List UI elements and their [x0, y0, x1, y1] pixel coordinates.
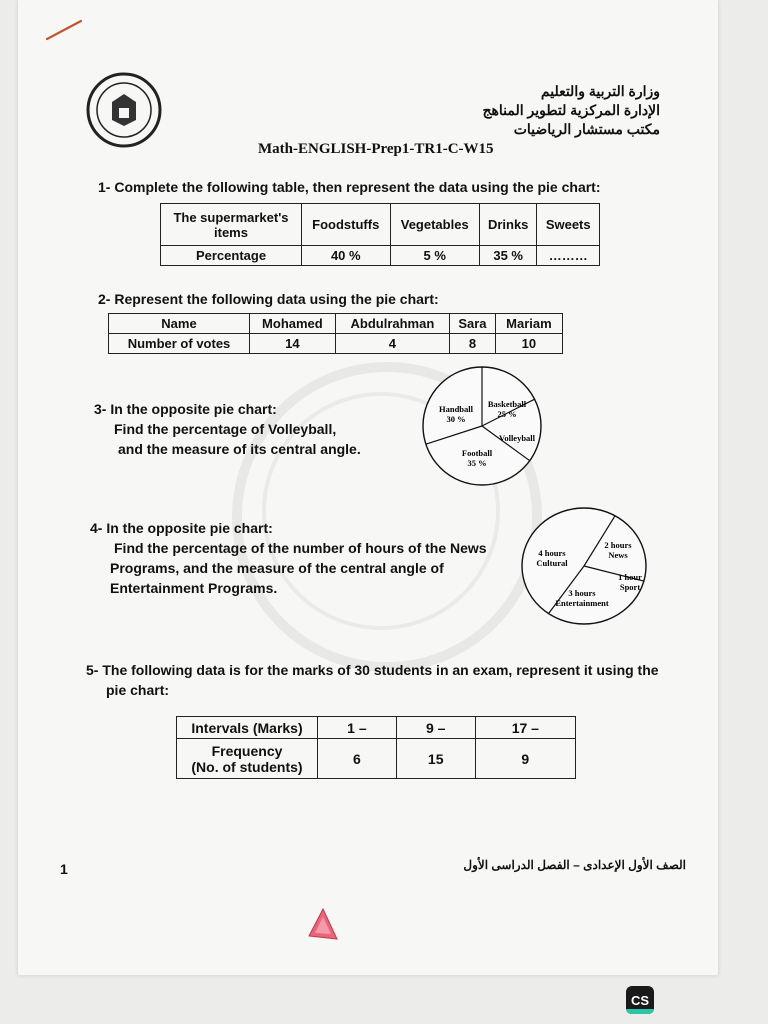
q3-label-handball-pct: 30 % [446, 414, 466, 424]
q4-label-sport: Sport [619, 582, 641, 592]
q4-line4: Entertainment Programs. [110, 580, 278, 596]
q4-label-cultural-hours: 4 hours [538, 548, 566, 558]
question-2-text: 2- Represent the following data using the pie chart: [98, 291, 439, 307]
q3-label-handball: Handball [438, 404, 474, 414]
q4-line3: Programs, and the measure of the central angle of [110, 560, 444, 576]
q3-label-basketball: Basketball [487, 399, 527, 409]
q3-pie-chart [420, 364, 544, 488]
q3-line3: and the measure of its central angle. [118, 441, 361, 457]
q4-label-ent: Entertainment [555, 598, 609, 608]
q5-freq-1: 6 [318, 739, 397, 779]
q4-pie-chart [518, 504, 650, 628]
q4-label-sport-hours: 1 hour [618, 572, 642, 582]
q1-row2-label: Percentage [161, 246, 302, 266]
q1-value-sweets: ……… [537, 246, 600, 266]
question-1-text: 1- Complete the following table, then represent the data using the pie chart: [98, 179, 601, 195]
page-number: 1 [60, 861, 68, 877]
q5-line1: 5- The following data is for the marks of 30 students in an exam, represent it using the [86, 662, 659, 678]
arabic-header-line1: وزارة التربية والتعليم [540, 83, 660, 99]
q3-label-football-pct: 35 % [467, 458, 487, 468]
q2-name-abdulrahman: Abdulrahman [335, 314, 449, 334]
q2-votes-mariam: 10 [495, 334, 562, 354]
q2-name-sara: Sara [450, 314, 496, 334]
q1-table [160, 203, 600, 266]
q5-freq-3: 9 [475, 739, 575, 779]
q5-table [176, 716, 576, 779]
q2-row2-label: Number of votes [109, 334, 250, 354]
arabic-header-line2: الإدارة المركزية لتطوير المناهج [482, 102, 660, 118]
q3-line2: Find the percentage of Volleyball, [114, 421, 337, 437]
q3-label-basketball-pct: 25 % [497, 409, 517, 419]
question-3-text [94, 399, 361, 459]
q1-value-drinks: 35 % [479, 246, 537, 266]
q4-label-news-hours: 2 hours [604, 540, 632, 550]
q4-line2: Find the percentage of the number of hours of the News [114, 540, 487, 556]
document-code: Math-ENGLISH-Prep1-TR1-C-W15 [258, 141, 494, 157]
q2-votes-sara: 8 [450, 334, 496, 354]
q2-table [108, 313, 563, 354]
q2-name-mohamed: Mohamed [250, 314, 336, 334]
q1-col-sweets: Sweets [537, 204, 600, 246]
q1-value-vegetables: 5 % [390, 246, 479, 266]
q1-col-drinks: Drinks [479, 204, 537, 246]
q2-name-mariam: Mariam [495, 314, 562, 334]
q3-label-volleyball: Volleyball [498, 433, 536, 443]
arabic-header-line3: مكتب مستشار الرياضيات [513, 121, 660, 137]
q1-row1-label: The supermarket's items [161, 204, 302, 246]
q5-interval-1: 1 – [318, 717, 397, 739]
q2-votes-abdulrahman: 4 [335, 334, 449, 354]
q5-freq-2: 15 [396, 739, 475, 779]
question-5-text [86, 660, 659, 700]
q5-row2-label-a: Frequency [211, 742, 283, 759]
q4-label-news: News [608, 550, 628, 560]
triangle-stamp-mark [306, 906, 340, 942]
q3-label-football: Football [461, 448, 493, 458]
q4-label-cultural: Cultural [536, 558, 568, 568]
q2-row1-label: Name [109, 314, 250, 334]
q5-row1-label: Intervals (Marks) [177, 717, 318, 739]
q4-label-ent-hours: 3 hours [568, 588, 596, 598]
q5-interval-2: 9 – [396, 717, 475, 739]
question-4-text [90, 518, 487, 598]
q4-line1: 4- In the opposite pie chart: [90, 520, 273, 536]
q5-row2-label [177, 739, 318, 779]
q1-value-foodstuffs: 40 % [302, 246, 391, 266]
q1-col-foodstuffs: Foodstuffs [302, 204, 391, 246]
ministry-logo [86, 72, 162, 148]
q5-row2-label-b: (No. of students) [191, 758, 303, 775]
q5-line2: pie chart: [106, 682, 170, 698]
pen-stroke-mark [44, 18, 84, 42]
camscanner-badge-icon: CS [626, 986, 654, 1014]
q3-line1: 3- In the opposite pie chart: [94, 401, 277, 417]
q2-votes-mohamed: 14 [250, 334, 336, 354]
footer-arabic: الصف الأول الإعدادى – الفصل الدراسى الأول [463, 858, 686, 872]
q5-interval-3: 17 – [475, 717, 575, 739]
q1-col-vegetables: Vegetables [390, 204, 479, 246]
arabic-header [470, 82, 660, 139]
